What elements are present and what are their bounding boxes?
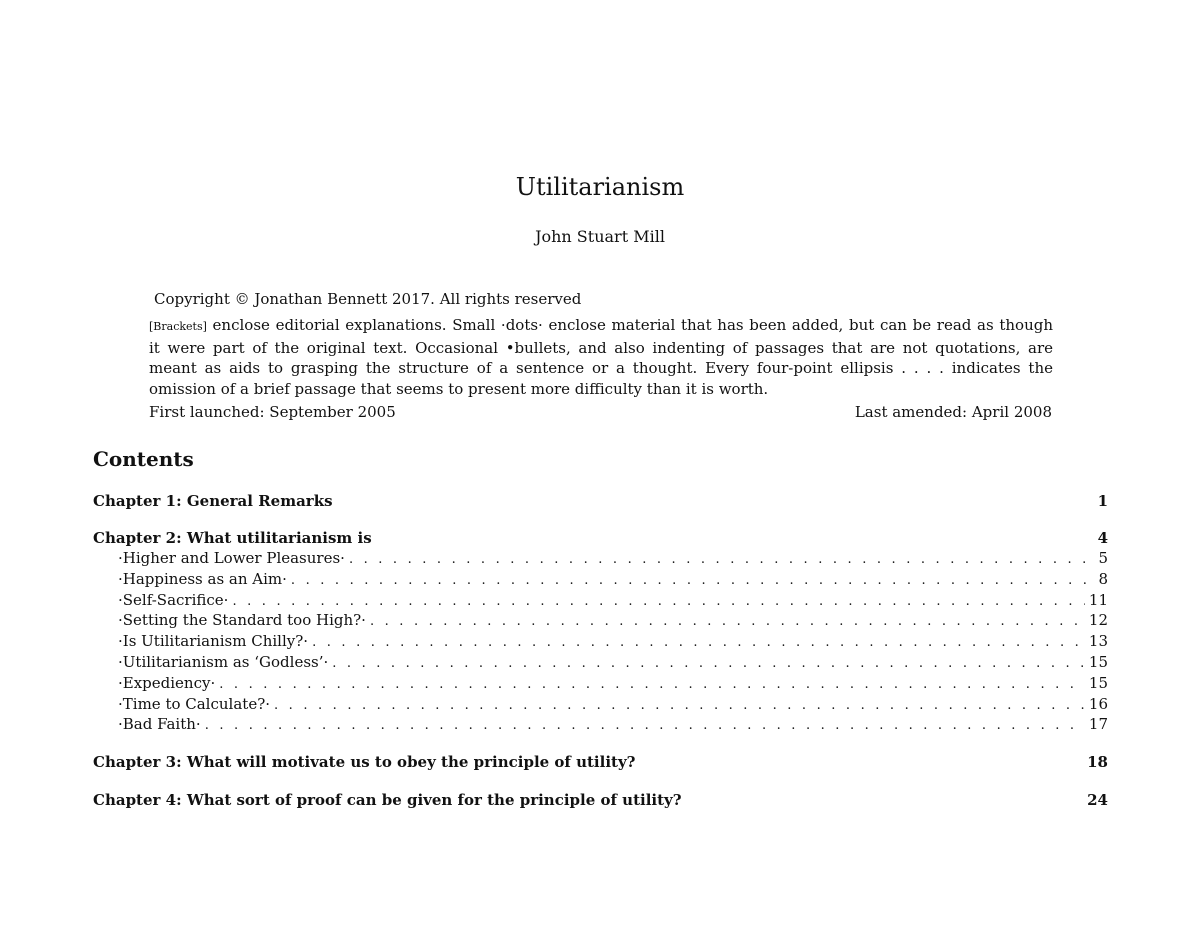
chapter-title[interactable]: Chapter 2: What utilitarianism is	[93, 529, 372, 547]
copyright-notice: Copyright © Jonathan Bennett 2017. All rights reserved	[154, 290, 582, 308]
last-amended: Last amended: April 2008	[854, 403, 1052, 421]
dot-leader	[312, 633, 1085, 654]
dot-leader	[349, 550, 1086, 571]
dot-leader	[274, 696, 1085, 717]
dot-leader	[291, 571, 1086, 592]
section-page-number: 15	[1088, 652, 1108, 671]
document-title: Utilitarianism	[515, 173, 685, 201]
section-title[interactable]: ·Expediency·	[118, 673, 216, 692]
section-title[interactable]: ·Bad Faith·	[118, 715, 201, 734]
editorial-note-text: enclose editorial explanations. Small ·dots· enclose material that has been added, but can be read as though it were part of the original text. Occasional •bullets, and also indenting of passages that are not quotations, are meant as aids to grasping the structure of a sentence or a thought. Every four-point ellipsis . . . . indicates the omission of a brief passage that seems to present more difficulty than it is worth.	[149, 316, 1053, 399]
chapter-title[interactable]: Chapter 4: What sort of proof can be given for the principle of utility?	[93, 791, 682, 809]
section-page-number: 15	[1088, 673, 1108, 692]
section-page-number: 5	[1098, 549, 1108, 567]
section-title[interactable]: ·Higher and Lower Pleasures·	[118, 549, 345, 567]
toc-chapter-row[interactable]	[93, 752, 1108, 772]
first-launched: First launched: September 2005	[149, 403, 396, 421]
contents-heading: Contents	[93, 447, 194, 471]
section-page-number: 16	[1088, 694, 1108, 713]
chapter-page-number: 1	[1097, 492, 1108, 510]
editorial-note	[149, 315, 1053, 400]
chapter-title[interactable]: Chapter 3: What will motivate us to obey the principle of utility?	[93, 753, 636, 771]
toc-chapter-1[interactable]	[93, 491, 1108, 511]
section-title[interactable]: ·Setting the Standard too High?·	[118, 611, 366, 630]
chapter-title[interactable]: Chapter 1: General Remarks	[93, 492, 333, 510]
dot-leader	[232, 592, 1084, 613]
dot-leader	[219, 675, 1085, 696]
toc-chapter-row[interactable]	[93, 491, 1108, 511]
toc-chapter-3[interactable]	[93, 752, 1108, 772]
section-title[interactable]: ·Utilitarianism as ‘Godless’·	[118, 652, 329, 671]
toc-section-row[interactable]	[93, 631, 1108, 652]
dot-leader	[332, 654, 1085, 675]
publication-dates	[149, 402, 1052, 422]
section-title[interactable]: ·Time to Calculate?·	[118, 694, 270, 713]
section-page-number: 12	[1088, 611, 1108, 630]
chapter-page-number: 4	[1097, 529, 1108, 547]
chapter-page-number: 18	[1087, 753, 1108, 771]
dot-leader	[205, 716, 1085, 737]
section-title[interactable]: ·Self-Sacrifice·	[118, 590, 229, 609]
section-page-number: 13	[1088, 632, 1108, 651]
section-title[interactable]: ·Is Utilitarianism Chilly?·	[118, 632, 309, 651]
section-page-number: 17	[1088, 715, 1108, 734]
toc-section-row[interactable]	[93, 548, 1108, 569]
toc-section-row[interactable]	[93, 694, 1108, 715]
toc-section-row[interactable]	[93, 569, 1108, 590]
dot-leader	[370, 612, 1085, 633]
section-page-number: 11	[1088, 590, 1108, 609]
author-name: John Stuart Mill	[535, 227, 665, 246]
toc-chapter-row[interactable]	[93, 790, 1108, 810]
section-title[interactable]: ·Happiness as an Aim·	[118, 569, 287, 588]
section-page-number: 8	[1098, 569, 1108, 588]
toc-section-row[interactable]	[93, 652, 1108, 673]
toc-chapter-2[interactable]	[93, 528, 1108, 735]
toc-chapter-4[interactable]	[93, 790, 1108, 810]
toc-section-row[interactable]	[93, 610, 1108, 631]
brackets-label: [Brackets]	[149, 320, 207, 333]
chapter-page-number: 24	[1087, 791, 1108, 809]
toc-section-row[interactable]	[93, 673, 1108, 694]
toc-section-row[interactable]	[93, 714, 1108, 735]
toc-section-row[interactable]	[93, 590, 1108, 611]
toc-chapter-row[interactable]	[93, 528, 1108, 548]
